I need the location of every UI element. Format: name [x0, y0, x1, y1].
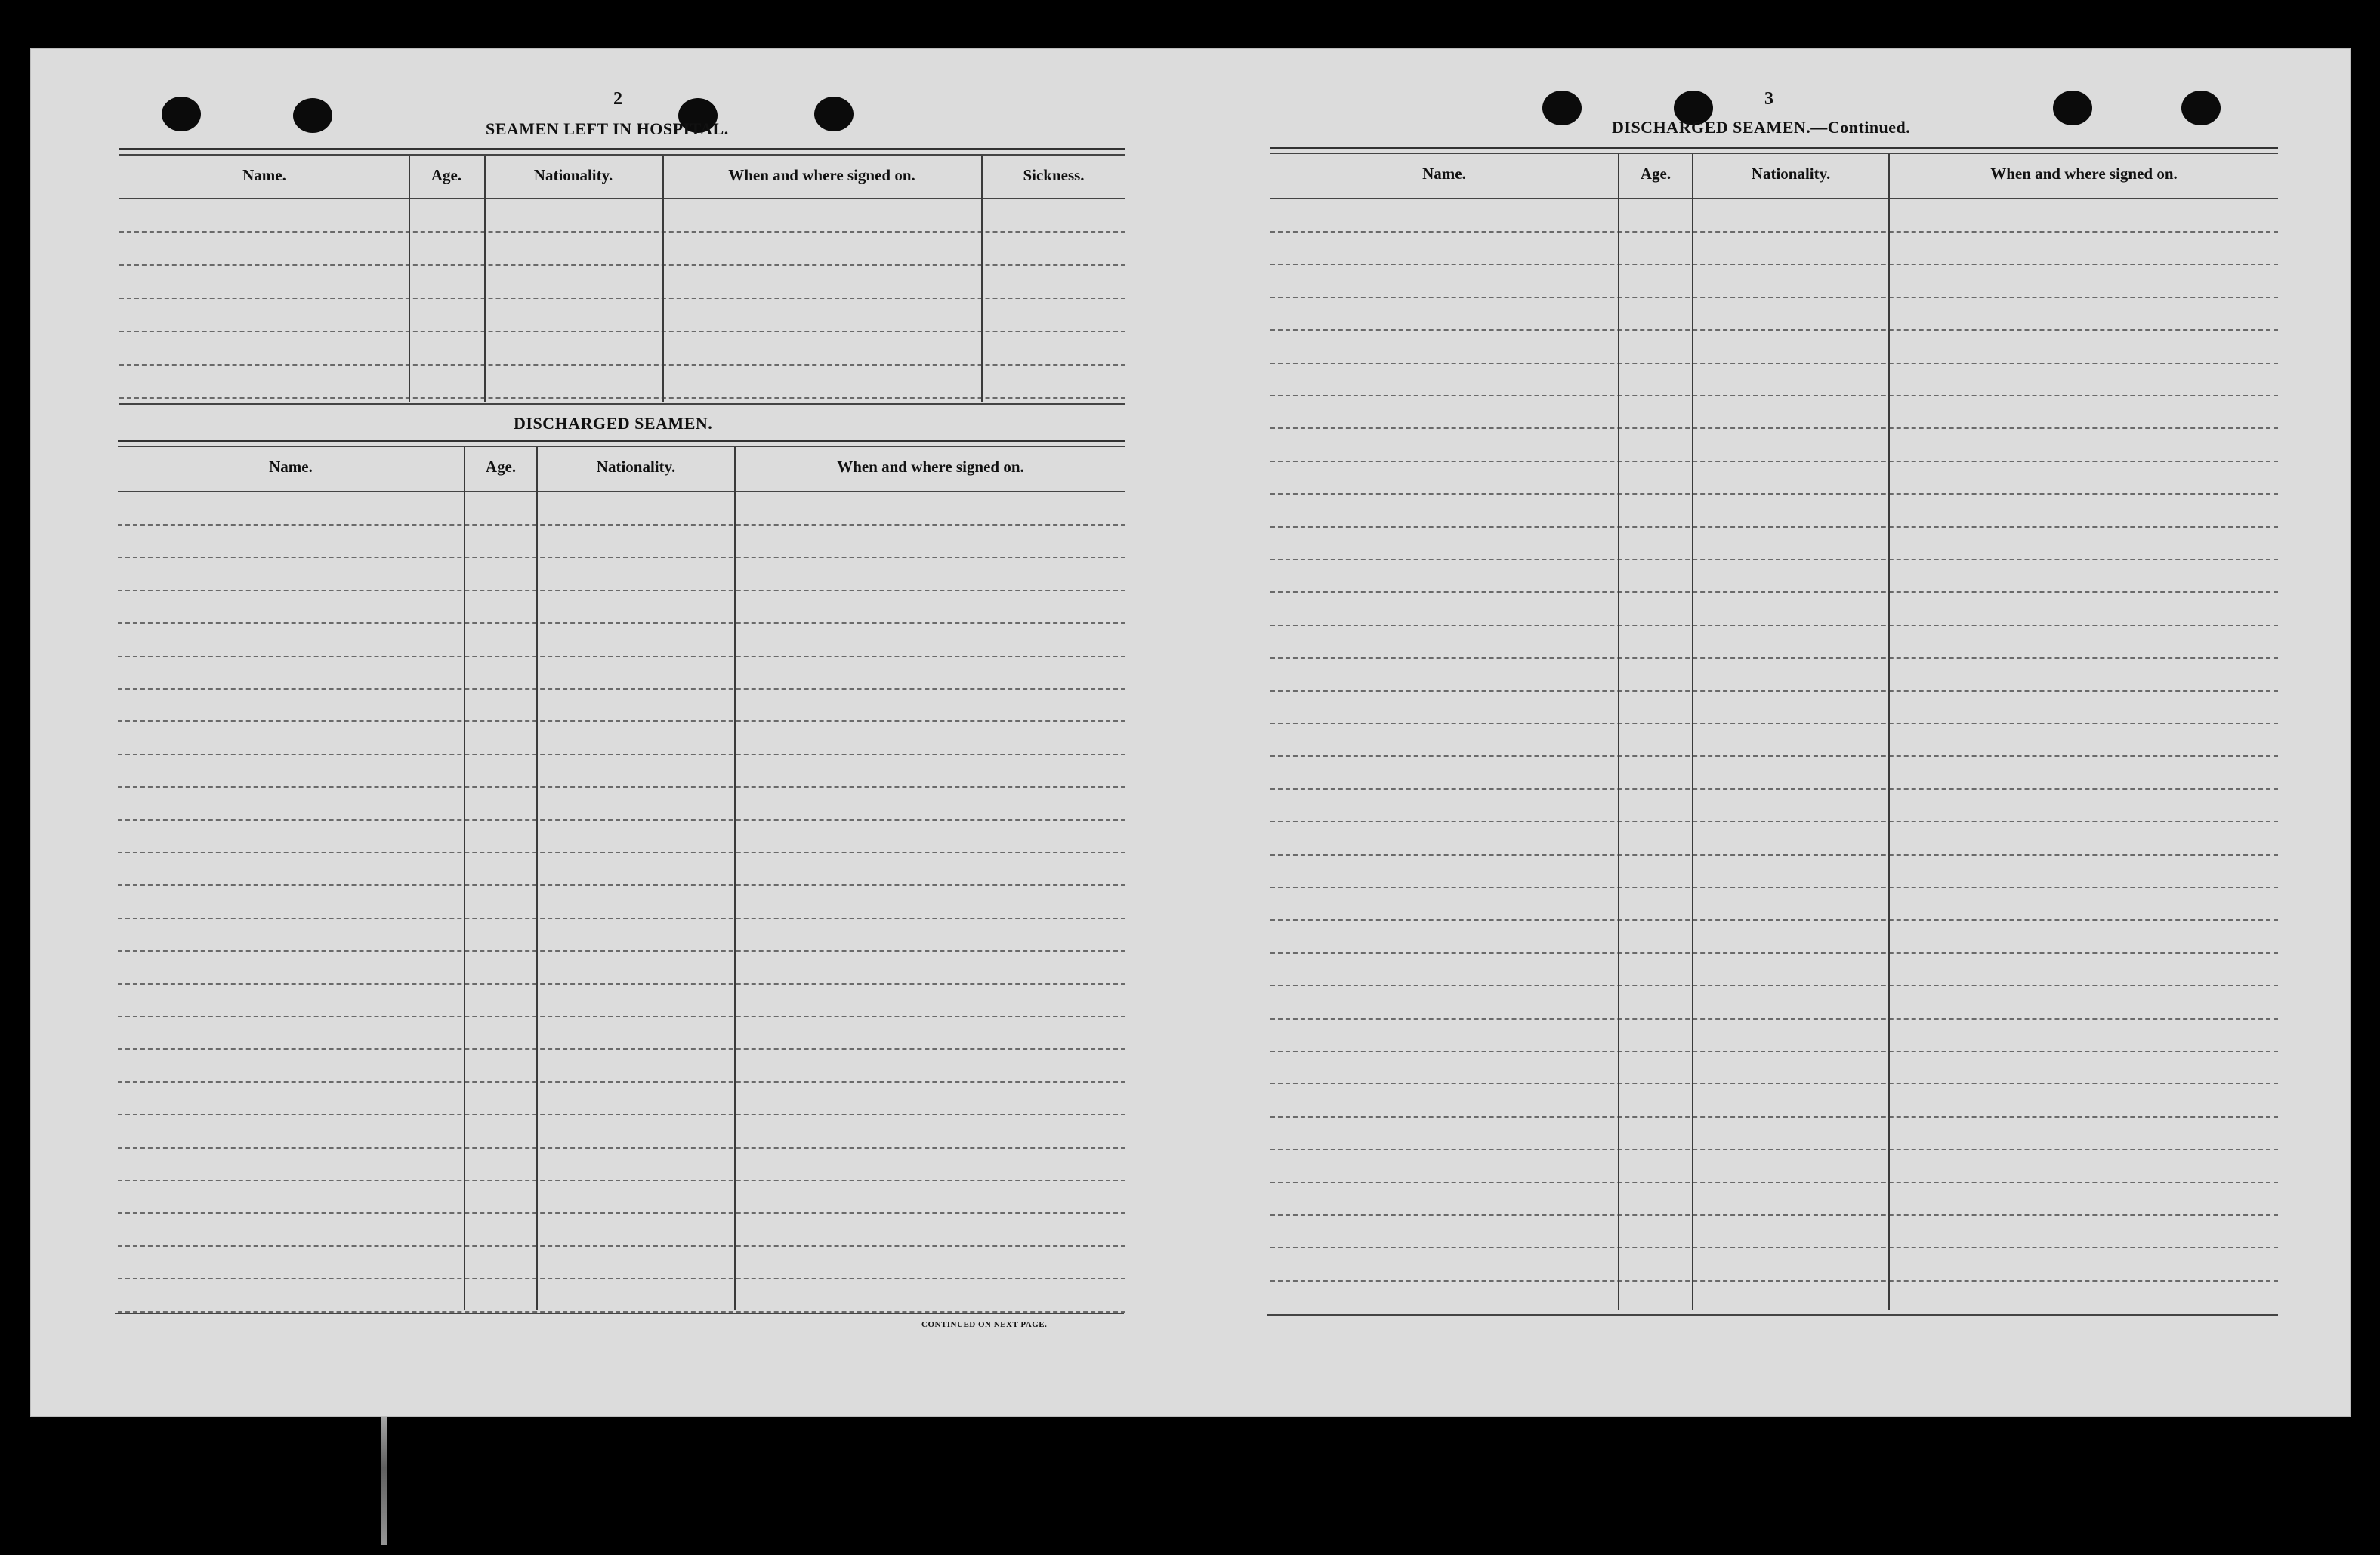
- discharged-top-rule-left-2: [118, 446, 1125, 447]
- discharged-left-col-name: Name.: [269, 458, 313, 476]
- dashed-row-line: [119, 364, 1125, 366]
- hospital-col-sickness: Sickness.: [1023, 166, 1085, 184]
- dashed-row-line: [118, 819, 1125, 821]
- dashed-row-line: [118, 1016, 1125, 1017]
- dashed-row-line: [1270, 1214, 2278, 1216]
- discharged-top-rule-right-2: [1270, 153, 2278, 154]
- discharged-top-rule-left: [118, 440, 1125, 442]
- dashed-row-line: [119, 397, 1125, 399]
- hospital-col-signed-on: When and where signed on.: [728, 166, 915, 184]
- dashed-row-line: [1270, 559, 2278, 560]
- discharged-left-bottom-rule: [115, 1313, 1124, 1314]
- dashed-row-line: [119, 264, 1125, 266]
- hospital-section-title: SEAMEN LEFT IN HOSPITAL.: [486, 119, 729, 138]
- hospital-top-rule: [119, 148, 1125, 150]
- discharged-right-bottom-rule: [1267, 1314, 2278, 1316]
- dashed-row-line: [1270, 297, 2278, 298]
- dashed-row-line: [118, 918, 1125, 919]
- discharged-right-col-age: Age.: [1640, 165, 1672, 183]
- continued-note: CONTINUED ON NEXT PAGE.: [921, 1320, 1048, 1329]
- discharged-right-col-divider: [1692, 154, 1693, 1310]
- hospital-top-rule-2: [119, 154, 1125, 156]
- dashed-row-line: [118, 754, 1125, 755]
- dashed-row-line: [1270, 1149, 2278, 1150]
- dashed-row-line: [1270, 1182, 2278, 1183]
- discharged-right-col-name: Name.: [1422, 165, 1466, 183]
- dashed-row-line: [118, 688, 1125, 690]
- hospital-col-divider: [484, 156, 486, 402]
- discharged-right-col-nationality: Nationality.: [1751, 165, 1831, 183]
- dashed-row-line: [1270, 1083, 2278, 1084]
- discharged-left-col-divider: [734, 447, 736, 1310]
- discharged-top-rule-right: [1270, 147, 2278, 149]
- punch-hole-icon: [2181, 91, 2221, 125]
- discharged-right-header-rule: [1270, 198, 2278, 199]
- dashed-row-line: [1270, 395, 2278, 396]
- dashed-row-line: [1270, 461, 2278, 462]
- hospital-bottom-rule: [119, 403, 1125, 405]
- page-number-left: 2: [613, 89, 622, 109]
- dashed-row-line: [1270, 657, 2278, 659]
- dashed-row-line: [118, 720, 1125, 722]
- hospital-col-divider: [409, 156, 410, 402]
- page-number-right: 3: [1764, 89, 1773, 109]
- dashed-row-line: [1270, 1018, 2278, 1020]
- dashed-row-line: [1270, 919, 2278, 921]
- punch-hole-icon: [293, 98, 332, 133]
- dashed-row-line: [1270, 1116, 2278, 1118]
- hospital-header-rule: [119, 198, 1125, 199]
- dashed-row-line: [118, 983, 1125, 985]
- dashed-row-line: [1270, 788, 2278, 790]
- dashed-row-line: [118, 524, 1125, 526]
- dashed-row-line: [1270, 952, 2278, 954]
- dashed-row-line: [118, 656, 1125, 657]
- dashed-row-line: [118, 1081, 1125, 1083]
- dashed-row-line: [1270, 887, 2278, 888]
- dashed-row-line: [118, 852, 1125, 853]
- discharged-section-title-right: DISCHARGED SEAMEN.—Continued.: [1612, 118, 1911, 137]
- dashed-row-line: [1270, 690, 2278, 692]
- dashed-row-line: [118, 1048, 1125, 1050]
- dashed-row-line: [1270, 329, 2278, 331]
- hospital-col-nationality: Nationality.: [533, 166, 613, 184]
- dashed-row-line: [119, 331, 1125, 332]
- dashed-row-line: [1270, 755, 2278, 757]
- hospital-col-age: Age.: [431, 166, 462, 184]
- dashed-row-line: [1270, 526, 2278, 528]
- discharged-section-title-left: DISCHARGED SEAMEN.: [514, 414, 713, 433]
- dashed-row-line: [1270, 231, 2278, 233]
- dashed-row-line: [1270, 1051, 2278, 1052]
- dashed-row-line: [118, 1212, 1125, 1214]
- punch-hole-icon: [814, 97, 854, 131]
- dashed-row-line: [119, 298, 1125, 299]
- dashed-row-line: [1270, 985, 2278, 986]
- dashed-row-line: [1270, 363, 2278, 364]
- paper-tear: [381, 1417, 387, 1545]
- dashed-row-line: [1270, 723, 2278, 724]
- dashed-row-line: [1270, 854, 2278, 856]
- hospital-col-divider: [662, 156, 664, 402]
- dashed-row-line: [118, 622, 1125, 624]
- document-sheet: [30, 48, 2351, 1417]
- discharged-left-col-signed-on: When and where signed on.: [837, 458, 1024, 476]
- dashed-row-line: [118, 950, 1125, 952]
- discharged-left-col-divider: [464, 447, 465, 1310]
- punch-hole-icon: [1542, 91, 1582, 125]
- discharged-right-col-signed-on: When and where signed on.: [1990, 165, 2178, 183]
- dashed-row-line: [118, 786, 1125, 788]
- hospital-col-divider: [981, 156, 983, 402]
- dashed-row-line: [1270, 493, 2278, 495]
- dashed-row-line: [118, 1147, 1125, 1149]
- punch-hole-icon: [162, 97, 201, 131]
- discharged-left-col-age: Age.: [485, 458, 517, 476]
- discharged-right-col-divider: [1888, 154, 1890, 1310]
- dashed-row-line: [118, 1245, 1125, 1247]
- dashed-row-line: [1270, 427, 2278, 429]
- dashed-row-line: [1270, 264, 2278, 265]
- discharged-left-col-nationality: Nationality.: [596, 458, 676, 476]
- dashed-row-line: [1270, 591, 2278, 593]
- hospital-col-name: Name.: [242, 166, 286, 184]
- dashed-row-line: [118, 1180, 1125, 1181]
- dashed-row-line: [1270, 625, 2278, 626]
- discharged-right-col-divider: [1618, 154, 1619, 1310]
- dashed-row-line: [1270, 1247, 2278, 1248]
- dashed-row-line: [118, 884, 1125, 886]
- dashed-row-line: [119, 231, 1125, 233]
- punch-hole-icon: [2053, 91, 2092, 125]
- dashed-row-line: [118, 1278, 1125, 1279]
- discharged-left-header-rule: [118, 491, 1125, 492]
- dashed-row-line: [1270, 1280, 2278, 1282]
- dashed-row-line: [1270, 821, 2278, 822]
- dashed-row-line: [118, 590, 1125, 591]
- discharged-left-col-divider: [536, 447, 538, 1310]
- dashed-row-line: [118, 557, 1125, 558]
- dashed-row-line: [118, 1114, 1125, 1115]
